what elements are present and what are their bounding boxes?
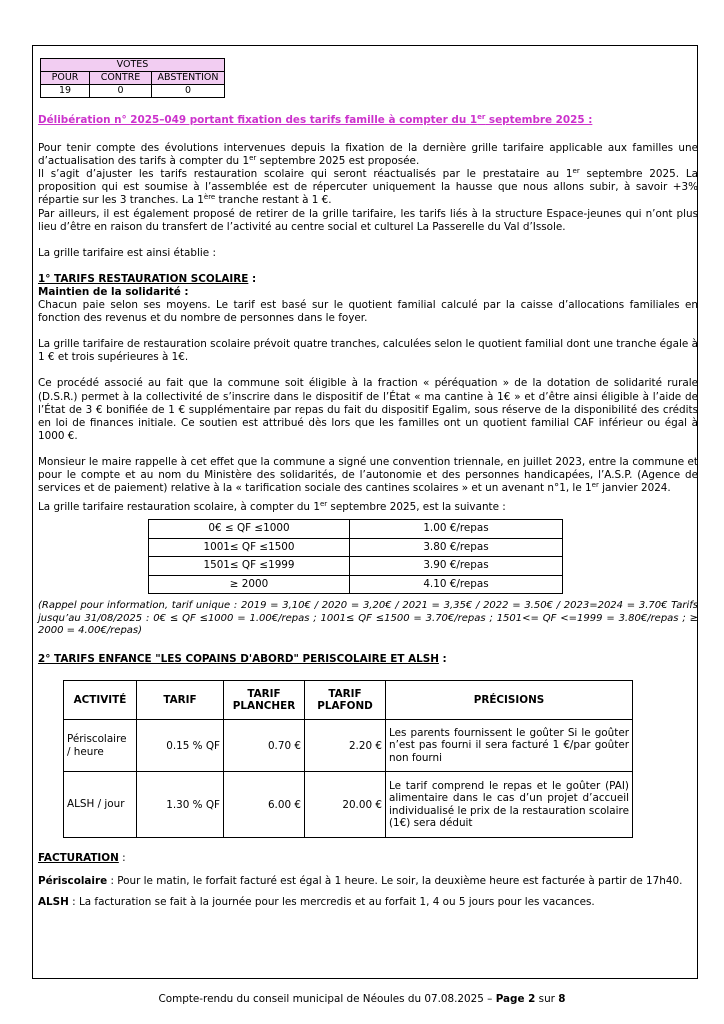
facturation-periscolaire [38, 875, 698, 888]
votes-table [40, 58, 225, 98]
table-row [64, 772, 633, 838]
row-plancher: 0.70 € [224, 720, 305, 772]
votes-header-pour: POUR [41, 72, 90, 85]
table-row [149, 520, 563, 539]
ordinal-suffix: er [319, 500, 328, 509]
row-activite: ALSH / jour [64, 772, 137, 838]
qf-range: 1001≤ QF ≤1500 [149, 538, 350, 557]
enfance-tariff-table [63, 680, 633, 838]
intro-paragraph-4: La grille tarifaire est ainsi établie : [38, 246, 216, 259]
periscolaire-label: Périscolaire [38, 875, 108, 888]
votes-header-abstention: ABSTENTION [152, 72, 225, 85]
section1-paragraph-3: Ce procédé associé au fait que la commune soit éligible à la fraction « péréquation » de la dotation de solidarité rurale (D.S.R.) permet à la collectivité de s’inscrire dans le dispositif de l’État « ma cantine à 1€ » et d’être ainsi éligible à l’aide de l’État de 3 € bonifiée de 1 € supplémentaire par repas du fait du dispositif Egalim, sous réserve de la disponibilité des crédits en loi de finances initiale. Ce soutien est attribué dès lors que les familles ont un quotient familial CAF inférieur ou égal à 1000 €. [38, 377, 698, 442]
col-tarif-plafond: TARIF PLAFOND [305, 681, 386, 720]
facturation-title-suffix: : [118, 852, 126, 865]
ordinal-suffix: er [477, 113, 486, 121]
tarif-history-note: (Rappel pour information, tarif unique : 2019 = 3,10€ / 2020 = 3,20€ / 2021 = 3,35€ / 2022 = 3.50€ / 2023=2024 = 3.70€ Tarifs jusqu’au 31/08/2025 : 0€ ≤ QF ≤1000 = 1.00€/repas ; 1001≤ QF ≤1500 = 3.70€/repas ; 1501<= QF <=1999 = 3.80€/repas ; ≥ 2000 = 4.00€/repas) [38, 600, 698, 636]
col-tarif: TARIF [137, 681, 224, 720]
section1-subtitle: Maintien de la solidarité : [38, 285, 189, 298]
votes-header-contre: CONTRE [90, 72, 152, 85]
ordinal-suffix: er [249, 154, 257, 163]
row-tarif: 1.30 % QF [137, 772, 224, 838]
ordinal-suffix: er [572, 167, 580, 176]
row-precisions: Les parents fournissent le goûter Si le goûter n’est pas fourni il sera facturé 1 €/par goûter non fourni [386, 720, 633, 772]
qf-tariff-table [148, 519, 563, 594]
alsh-text: : La facturation se fait à la journée pour les mercredis et au forfait 1, 4 ou 5 jours pour les vacances. [68, 896, 595, 909]
table-header-row [64, 681, 633, 720]
row-precisions: Le tarif comprend le repas et le goûter (PAI) alimentaire dans le cas d’un projet d’accueil individualisé le prix de la restauration scolaire (1€) sera déduit [386, 772, 633, 838]
table-row [64, 720, 633, 772]
alsh-label: ALSH [38, 896, 69, 909]
facturation-title: FACTURATION [38, 852, 119, 865]
section2-title: 2° TARIFS ENFANCE "LES COPAINS D'ABORD" PERISCOLAIRE ET ALSH [38, 653, 439, 666]
section1-paragraph-4: Monsieur le maire rappelle à cet effet que la commune a signé une convention triennale, en juillet 2023, entre la commune et pour le compte et au nom du Ministère des solidarités, de l’autonomie et des personnes handicapées, l’A.S.P. (Agence de services et de paiement) relative à la « tarification sociale des cantines scolaires » et un avenant n°1, le 1er janvier 2024. [38, 455, 698, 495]
qf-tarif: 3.80 €/repas [350, 538, 563, 557]
ordinal-suffix: ère [203, 193, 216, 202]
votes-title: VOTES [41, 59, 225, 72]
row-activite: Périscolaire / heure [64, 720, 137, 772]
page-footer [0, 993, 724, 1006]
section2-title-suffix: : [438, 653, 447, 666]
votes-value-pour: 19 [41, 85, 90, 98]
footer-total-pages: 8 [558, 993, 566, 1005]
page-content [38, 58, 698, 910]
qf-tarif: 1.00 €/repas [350, 520, 563, 539]
col-tarif-plancher: TARIF PLANCHER [224, 681, 305, 720]
section1-title: 1° TARIFS RESTAURATION SCOLAIRE [38, 272, 249, 285]
periscolaire-text: : Pour le matin, le forfait facturé est égal à 1 heure. Le soir, la deuxième heure est facturée à partir de 17h40. [107, 875, 683, 888]
col-precisions: PRÉCISIONS [386, 681, 633, 720]
section1-paragraph-5: La grille tarifaire restauration scolaire, à compter du 1er septembre 2025, est la suivante : [38, 500, 506, 514]
qf-range: ≥ 2000 [149, 575, 350, 594]
votes-value-contre: 0 [90, 85, 152, 98]
footer-sur: sur [535, 993, 559, 1005]
votes-value-abstention: 0 [152, 85, 225, 98]
footer-page-label: Page 2 [495, 993, 536, 1005]
qf-range: 0€ ≤ QF ≤1000 [149, 520, 350, 539]
row-plafond: 20.00 € [305, 772, 386, 838]
section1-paragraph-1: Chacun paie selon ses moyens. Le tarif est basé sur le quotient familial calculé par la caisse d’allocations familiales en fonction des revenus et du nombre de personnes dans le foyer. [38, 299, 698, 325]
table-row [149, 538, 563, 557]
qf-range: 1501≤ QF ≤1999 [149, 557, 350, 576]
intro-paragraph-2: Il s’agit d’ajuster les tarifs restauration scolaire qui seront réactualisés par le prestataire au 1er septembre 2025. La proposition qui est soumise à l’assemblée est de répercuter uniquement la hausse que nous allons subir, à savoir +3% répartie sur les 3 tranches. La 1ère tranche restant à 1 €. [38, 167, 698, 207]
intro-paragraph-1: Pour tenir compte des évolutions intervenues depuis la fixation de la dernière grille tarifaire applicable aux familles une d’actualisation des tarifs à compter du 1er septembre 2025 est proposée. [38, 142, 698, 168]
col-activite: ACTIVITÉ [64, 681, 137, 720]
facturation-alsh [38, 896, 698, 909]
deliberation-title-text: Délibération n° 2025–049 portant fixation des tarifs famille à compter du 1er septembre 2025 : [38, 113, 593, 126]
row-tarif: 0.15 % QF [137, 720, 224, 772]
row-plafond: 2.20 € [305, 720, 386, 772]
qf-tarif: 3.90 €/repas [350, 557, 563, 576]
section1-paragraph-2: La grille tarifaire de restauration scolaire prévoit quatre tranches, calculées selon le quotient familial dont une tranche égale à 1 € et trois supérieures à 1€. [38, 338, 698, 364]
intro-paragraph-3: Par ailleurs, il est également proposé de retirer de la grille tarifaire, les tarifs liés à la structure Espace-jeunes qui n’ont plus lieu d’être en raison du transfert de l’activité au centre social et culturel La Passerelle du Val d’Issole. [38, 207, 698, 233]
deliberation-title [38, 114, 698, 127]
ordinal-suffix: er [591, 481, 599, 490]
row-plancher: 6.00 € [224, 772, 305, 838]
footer-text: Compte-rendu du conseil municipal de Néoules du 07.08.2025 – [158, 993, 496, 1005]
section1-title-suffix: : [248, 272, 257, 285]
table-row [149, 557, 563, 576]
table-row [149, 575, 563, 594]
qf-tarif: 4.10 €/repas [350, 575, 563, 594]
